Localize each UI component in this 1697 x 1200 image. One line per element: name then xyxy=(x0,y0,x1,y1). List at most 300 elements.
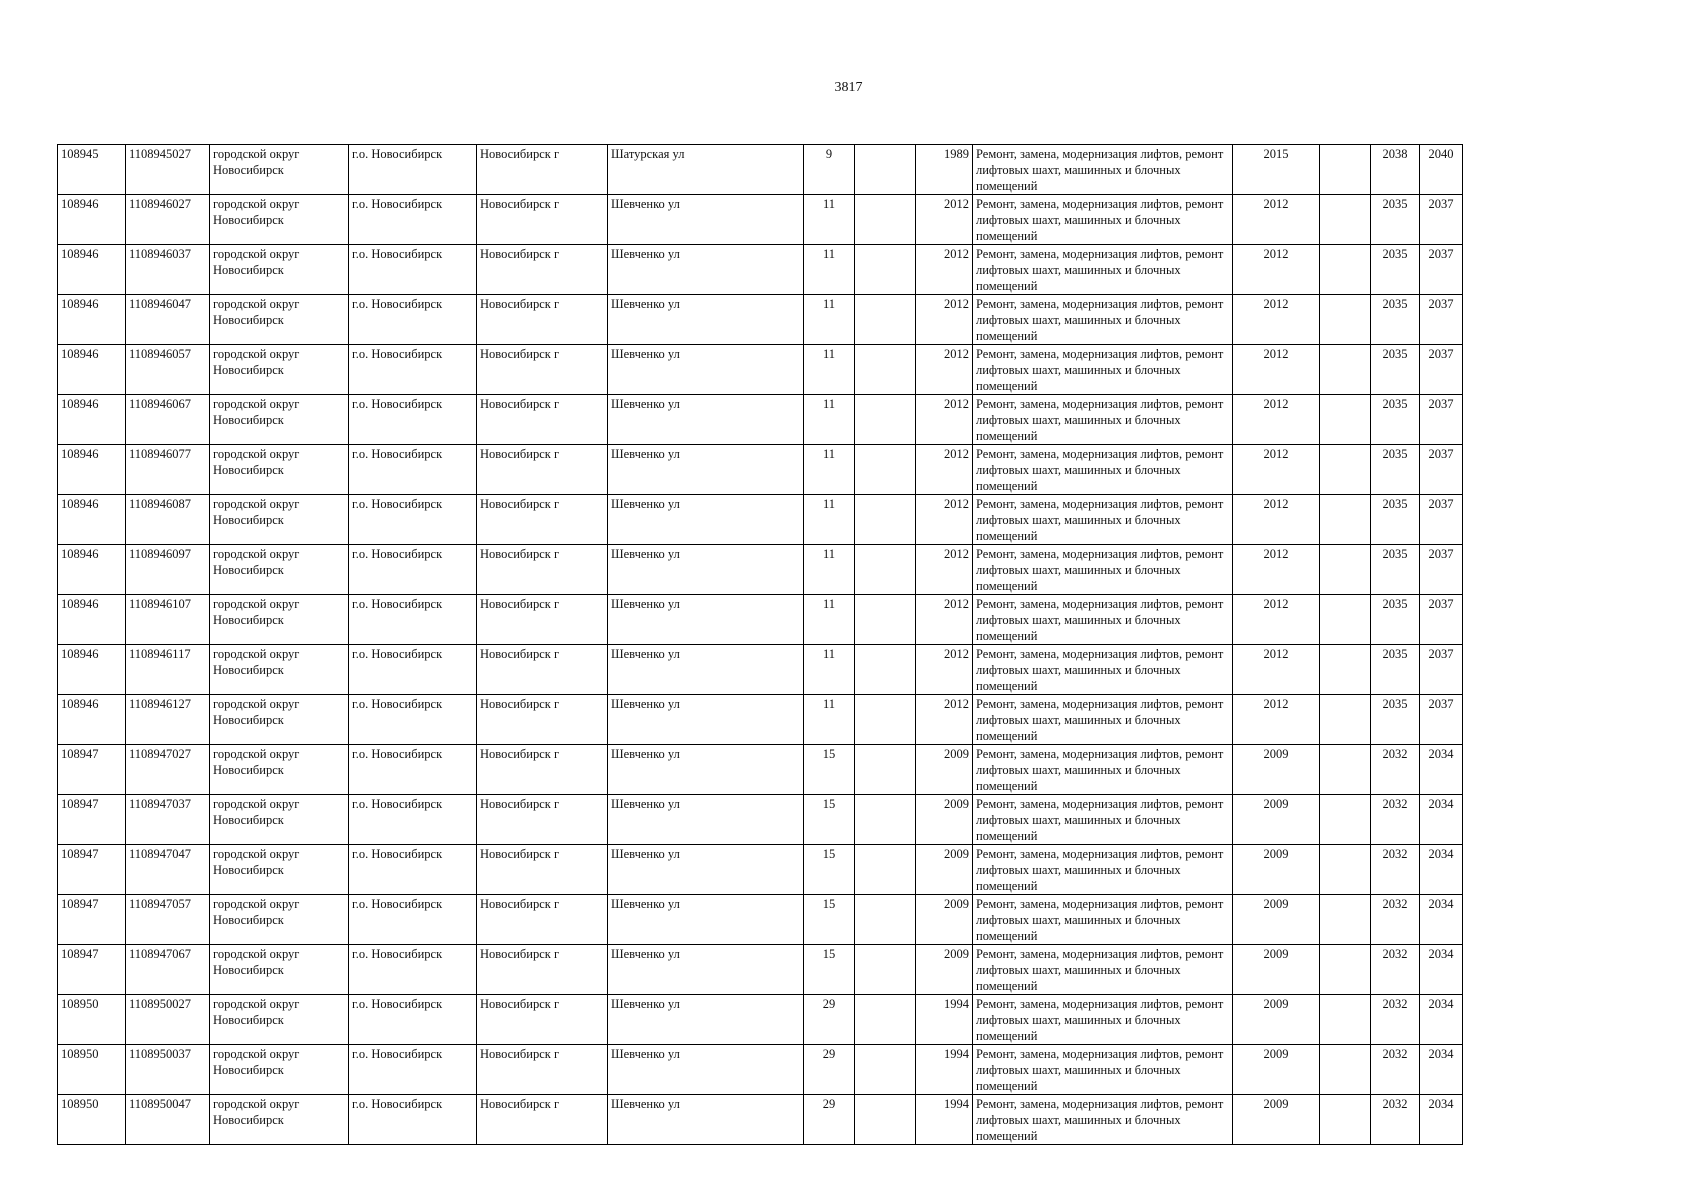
cell-extra xyxy=(1320,295,1371,345)
cell-work: Ремонт, замена, модернизация лифтов, ремонт лифтовых шахт, машинных и блочных помещений xyxy=(973,895,1233,945)
cell-building xyxy=(855,395,916,445)
cell-year-built: 2012 xyxy=(916,495,973,545)
cell-city: Новосибирск г xyxy=(477,1095,608,1145)
cell-house: 11 xyxy=(804,445,855,495)
cell-year-from: 2035 xyxy=(1371,695,1420,745)
cell-work: Ремонт, замена, модернизация лифтов, ремонт лифтовых шахт, машинных и блочных помещений xyxy=(973,695,1233,745)
cell-code: 1108946097 xyxy=(126,545,210,595)
cell-code: 1108946117 xyxy=(126,645,210,695)
table-row xyxy=(58,545,1463,595)
cell-municipality: г.о. Новосибирск xyxy=(349,745,477,795)
cell-municipality: г.о. Новосибирск xyxy=(349,445,477,495)
cell-year-to: 2034 xyxy=(1420,895,1463,945)
cell-work: Ремонт, замена, модернизация лифтов, ремонт лифтовых шахт, машинных и блочных помещений xyxy=(973,645,1233,695)
cell-year-from: 2035 xyxy=(1371,295,1420,345)
cell-municipality: г.о. Новосибирск xyxy=(349,645,477,695)
table-row xyxy=(58,945,1463,995)
cell-district: городской округ Новосибирск xyxy=(210,795,349,845)
cell-city: Новосибирск г xyxy=(477,395,608,445)
cell-extra xyxy=(1320,895,1371,945)
cell-municipality: г.о. Новосибирск xyxy=(349,695,477,745)
cell-year-built: 1994 xyxy=(916,995,973,1045)
cell-year-start: 2009 xyxy=(1233,745,1320,795)
cell-code: 1108946077 xyxy=(126,445,210,495)
cell-code: 1108947067 xyxy=(126,945,210,995)
cell-extra xyxy=(1320,395,1371,445)
table-row xyxy=(58,795,1463,845)
cell-year-to: 2034 xyxy=(1420,745,1463,795)
cell-code: 1108946107 xyxy=(126,595,210,645)
cell-year-from: 2032 xyxy=(1371,995,1420,1045)
cell-year-start: 2012 xyxy=(1233,395,1320,445)
cell-city: Новосибирск г xyxy=(477,845,608,895)
table-row xyxy=(58,745,1463,795)
cell-code: 1108950037 xyxy=(126,1045,210,1095)
cell-year-built: 2009 xyxy=(916,945,973,995)
cell-year-from: 2035 xyxy=(1371,345,1420,395)
cell-house: 15 xyxy=(804,895,855,945)
cell-id: 108946 xyxy=(58,295,126,345)
cell-city: Новосибирск г xyxy=(477,745,608,795)
cell-district: городской округ Новосибирск xyxy=(210,195,349,245)
cell-municipality: г.о. Новосибирск xyxy=(349,295,477,345)
cell-street: Шевченко ул xyxy=(608,445,804,495)
cell-house: 9 xyxy=(804,145,855,195)
cell-extra xyxy=(1320,345,1371,395)
register-table xyxy=(57,144,1463,1145)
table-row xyxy=(58,345,1463,395)
cell-year-from: 2035 xyxy=(1371,395,1420,445)
cell-year-start: 2012 xyxy=(1233,195,1320,245)
cell-municipality: г.о. Новосибирск xyxy=(349,595,477,645)
cell-building xyxy=(855,295,916,345)
table-body xyxy=(58,145,1463,1145)
cell-id: 108945 xyxy=(58,145,126,195)
cell-year-start: 2015 xyxy=(1233,145,1320,195)
cell-city: Новосибирск г xyxy=(477,445,608,495)
cell-year-from: 2032 xyxy=(1371,1095,1420,1145)
cell-building xyxy=(855,445,916,495)
cell-building xyxy=(855,495,916,545)
table-row xyxy=(58,845,1463,895)
cell-building xyxy=(855,345,916,395)
table-row xyxy=(58,645,1463,695)
cell-id: 108947 xyxy=(58,795,126,845)
cell-house: 11 xyxy=(804,295,855,345)
cell-city: Новосибирск г xyxy=(477,545,608,595)
cell-year-to: 2037 xyxy=(1420,345,1463,395)
cell-district: городской округ Новосибирск xyxy=(210,145,349,195)
cell-district: городской округ Новосибирск xyxy=(210,445,349,495)
cell-building xyxy=(855,895,916,945)
cell-year-start: 2009 xyxy=(1233,1095,1320,1145)
cell-extra xyxy=(1320,745,1371,795)
cell-year-built: 2012 xyxy=(916,345,973,395)
cell-work: Ремонт, замена, модернизация лифтов, ремонт лифтовых шахт, машинных и блочных помещений xyxy=(973,445,1233,495)
cell-id: 108946 xyxy=(58,495,126,545)
cell-building xyxy=(855,245,916,295)
cell-id: 108950 xyxy=(58,1045,126,1095)
cell-street: Шевченко ул xyxy=(608,295,804,345)
cell-year-start: 2012 xyxy=(1233,445,1320,495)
cell-street: Шевченко ул xyxy=(608,595,804,645)
cell-municipality: г.о. Новосибирск xyxy=(349,995,477,1045)
cell-year-to: 2034 xyxy=(1420,845,1463,895)
cell-street: Шевченко ул xyxy=(608,395,804,445)
cell-year-to: 2037 xyxy=(1420,295,1463,345)
cell-house: 29 xyxy=(804,1095,855,1145)
cell-year-start: 2012 xyxy=(1233,495,1320,545)
cell-id: 108950 xyxy=(58,995,126,1045)
cell-building xyxy=(855,745,916,795)
cell-year-from: 2035 xyxy=(1371,595,1420,645)
table-row xyxy=(58,595,1463,645)
cell-municipality: г.о. Новосибирск xyxy=(349,245,477,295)
cell-year-from: 2035 xyxy=(1371,445,1420,495)
cell-year-built: 2009 xyxy=(916,795,973,845)
cell-building xyxy=(855,1045,916,1095)
cell-city: Новосибирск г xyxy=(477,945,608,995)
cell-district: городской округ Новосибирск xyxy=(210,695,349,745)
cell-code: 1108946047 xyxy=(126,295,210,345)
cell-district: городской округ Новосибирск xyxy=(210,845,349,895)
cell-id: 108946 xyxy=(58,645,126,695)
cell-extra xyxy=(1320,1045,1371,1095)
cell-code: 1108946057 xyxy=(126,345,210,395)
cell-year-to: 2034 xyxy=(1420,1095,1463,1145)
cell-extra xyxy=(1320,245,1371,295)
cell-year-start: 2009 xyxy=(1233,995,1320,1045)
cell-house: 11 xyxy=(804,545,855,595)
cell-year-start: 2012 xyxy=(1233,595,1320,645)
cell-municipality: г.о. Новосибирск xyxy=(349,545,477,595)
cell-house: 11 xyxy=(804,245,855,295)
cell-year-built: 1994 xyxy=(916,1045,973,1095)
cell-municipality: г.о. Новосибирск xyxy=(349,345,477,395)
cell-extra xyxy=(1320,945,1371,995)
cell-street: Шевченко ул xyxy=(608,245,804,295)
cell-year-from: 2035 xyxy=(1371,495,1420,545)
cell-work: Ремонт, замена, модернизация лифтов, ремонт лифтовых шахт, машинных и блочных помещений xyxy=(973,545,1233,595)
cell-year-built: 1994 xyxy=(916,1095,973,1145)
cell-code: 1108947057 xyxy=(126,895,210,945)
cell-building xyxy=(855,195,916,245)
cell-work: Ремонт, замена, модернизация лифтов, ремонт лифтовых шахт, машинных и блочных помещений xyxy=(973,595,1233,645)
cell-city: Новосибирск г xyxy=(477,495,608,545)
table-row xyxy=(58,445,1463,495)
cell-house: 11 xyxy=(804,595,855,645)
cell-year-from: 2032 xyxy=(1371,1045,1420,1095)
cell-district: городской округ Новосибирск xyxy=(210,345,349,395)
cell-extra xyxy=(1320,145,1371,195)
cell-code: 1108947047 xyxy=(126,845,210,895)
cell-district: городской округ Новосибирск xyxy=(210,495,349,545)
cell-year-built: 2009 xyxy=(916,845,973,895)
cell-year-start: 2009 xyxy=(1233,845,1320,895)
cell-district: городской округ Новосибирск xyxy=(210,395,349,445)
cell-work: Ремонт, замена, модернизация лифтов, ремонт лифтовых шахт, машинных и блочных помещений xyxy=(973,195,1233,245)
cell-id: 108946 xyxy=(58,545,126,595)
cell-year-start: 2012 xyxy=(1233,545,1320,595)
cell-year-from: 2035 xyxy=(1371,545,1420,595)
cell-extra xyxy=(1320,845,1371,895)
cell-work: Ремонт, замена, модернизация лифтов, ремонт лифтовых шахт, машинных и блочных помещений xyxy=(973,495,1233,545)
cell-extra xyxy=(1320,595,1371,645)
cell-year-start: 2012 xyxy=(1233,245,1320,295)
cell-municipality: г.о. Новосибирск xyxy=(349,1045,477,1095)
cell-city: Новосибирск г xyxy=(477,645,608,695)
cell-id: 108950 xyxy=(58,1095,126,1145)
cell-year-to: 2040 xyxy=(1420,145,1463,195)
cell-year-to: 2034 xyxy=(1420,945,1463,995)
cell-street: Шевченко ул xyxy=(608,795,804,845)
table-row xyxy=(58,995,1463,1045)
cell-year-built: 2012 xyxy=(916,695,973,745)
cell-district: городской округ Новосибирск xyxy=(210,295,349,345)
cell-extra xyxy=(1320,545,1371,595)
cell-code: 1108946037 xyxy=(126,245,210,295)
cell-house: 11 xyxy=(804,695,855,745)
table-row xyxy=(58,245,1463,295)
cell-city: Новосибирск г xyxy=(477,145,608,195)
cell-street: Шевченко ул xyxy=(608,745,804,795)
cell-city: Новосибирск г xyxy=(477,795,608,845)
cell-building xyxy=(855,645,916,695)
cell-id: 108947 xyxy=(58,845,126,895)
cell-year-from: 2032 xyxy=(1371,795,1420,845)
cell-work: Ремонт, замена, модернизация лифтов, ремонт лифтовых шахт, машинных и блочных помещений xyxy=(973,1095,1233,1145)
cell-year-to: 2034 xyxy=(1420,795,1463,845)
cell-street: Шевченко ул xyxy=(608,695,804,745)
cell-house: 15 xyxy=(804,845,855,895)
cell-district: городской округ Новосибирск xyxy=(210,895,349,945)
cell-id: 108946 xyxy=(58,195,126,245)
cell-street: Шевченко ул xyxy=(608,645,804,695)
cell-municipality: г.о. Новосибирск xyxy=(349,845,477,895)
cell-year-built: 2012 xyxy=(916,395,973,445)
cell-house: 15 xyxy=(804,795,855,845)
cell-city: Новосибирск г xyxy=(477,345,608,395)
cell-id: 108946 xyxy=(58,445,126,495)
cell-city: Новосибирск г xyxy=(477,295,608,345)
cell-year-to: 2037 xyxy=(1420,495,1463,545)
cell-year-start: 2009 xyxy=(1233,795,1320,845)
cell-extra xyxy=(1320,1095,1371,1145)
cell-year-from: 2035 xyxy=(1371,245,1420,295)
cell-year-start: 2012 xyxy=(1233,645,1320,695)
cell-street: Шевченко ул xyxy=(608,345,804,395)
cell-year-to: 2037 xyxy=(1420,545,1463,595)
cell-work: Ремонт, замена, модернизация лифтов, ремонт лифтовых шахт, машинных и блочных помещений xyxy=(973,995,1233,1045)
cell-work: Ремонт, замена, модернизация лифтов, ремонт лифтовых шахт, машинных и блочных помещений xyxy=(973,845,1233,895)
cell-city: Новосибирск г xyxy=(477,195,608,245)
cell-extra xyxy=(1320,695,1371,745)
cell-extra xyxy=(1320,195,1371,245)
cell-code: 1108947037 xyxy=(126,795,210,845)
cell-building xyxy=(855,845,916,895)
cell-extra xyxy=(1320,795,1371,845)
cell-house: 11 xyxy=(804,345,855,395)
cell-district: городской округ Новосибирск xyxy=(210,245,349,295)
cell-street: Шевченко ул xyxy=(608,545,804,595)
cell-house: 11 xyxy=(804,645,855,695)
cell-id: 108946 xyxy=(58,395,126,445)
cell-year-built: 2012 xyxy=(916,245,973,295)
cell-work: Ремонт, замена, модернизация лифтов, ремонт лифтовых шахт, машинных и блочных помещений xyxy=(973,945,1233,995)
cell-id: 108947 xyxy=(58,895,126,945)
cell-building xyxy=(855,695,916,745)
cell-year-built: 2012 xyxy=(916,195,973,245)
cell-building xyxy=(855,595,916,645)
cell-code: 1108946067 xyxy=(126,395,210,445)
cell-year-start: 2009 xyxy=(1233,1045,1320,1095)
cell-city: Новосибирск г xyxy=(477,1045,608,1095)
cell-building xyxy=(855,945,916,995)
cell-id: 108946 xyxy=(58,245,126,295)
cell-building xyxy=(855,145,916,195)
cell-work: Ремонт, замена, модернизация лифтов, ремонт лифтовых шахт, машинных и блочных помещений xyxy=(973,345,1233,395)
cell-district: городской округ Новосибирск xyxy=(210,645,349,695)
cell-building xyxy=(855,995,916,1045)
cell-year-to: 2037 xyxy=(1420,195,1463,245)
cell-code: 1108950027 xyxy=(126,995,210,1045)
cell-house: 11 xyxy=(804,195,855,245)
cell-work: Ремонт, замена, модернизация лифтов, ремонт лифтовых шахт, машинных и блочных помещений xyxy=(973,295,1233,345)
cell-year-to: 2037 xyxy=(1420,645,1463,695)
cell-id: 108946 xyxy=(58,695,126,745)
cell-street: Шевченко ул xyxy=(608,495,804,545)
cell-year-from: 2032 xyxy=(1371,845,1420,895)
cell-house: 29 xyxy=(804,995,855,1045)
cell-id: 108946 xyxy=(58,595,126,645)
cell-year-from: 2035 xyxy=(1371,645,1420,695)
cell-city: Новосибирск г xyxy=(477,595,608,645)
cell-extra xyxy=(1320,995,1371,1045)
table-row xyxy=(58,395,1463,445)
cell-id: 108947 xyxy=(58,945,126,995)
cell-municipality: г.о. Новосибирск xyxy=(349,895,477,945)
cell-street: Шевченко ул xyxy=(608,895,804,945)
cell-extra xyxy=(1320,495,1371,545)
table-row xyxy=(58,1095,1463,1145)
cell-code: 1108947027 xyxy=(126,745,210,795)
cell-work: Ремонт, замена, модернизация лифтов, ремонт лифтовых шахт, машинных и блочных помещений xyxy=(973,1045,1233,1095)
cell-work: Ремонт, замена, модернизация лифтов, ремонт лифтовых шахт, машинных и блочных помещений xyxy=(973,245,1233,295)
cell-year-start: 2012 xyxy=(1233,695,1320,745)
cell-work: Ремонт, замена, модернизация лифтов, ремонт лифтовых шахт, машинных и блочных помещений xyxy=(973,795,1233,845)
cell-year-from: 2032 xyxy=(1371,895,1420,945)
cell-district: городской округ Новосибирск xyxy=(210,1095,349,1145)
cell-district: городской округ Новосибирск xyxy=(210,595,349,645)
table-row xyxy=(58,1045,1463,1095)
cell-year-start: 2012 xyxy=(1233,295,1320,345)
cell-street: Шевченко ул xyxy=(608,845,804,895)
cell-building xyxy=(855,1095,916,1145)
cell-code: 1108945027 xyxy=(126,145,210,195)
cell-city: Новосибирск г xyxy=(477,895,608,945)
cell-house: 15 xyxy=(804,745,855,795)
page-number: 3817 xyxy=(834,80,863,95)
cell-year-to: 2037 xyxy=(1420,595,1463,645)
table-row xyxy=(58,895,1463,945)
cell-year-built: 2012 xyxy=(916,445,973,495)
cell-year-built: 1989 xyxy=(916,145,973,195)
cell-year-to: 2037 xyxy=(1420,395,1463,445)
cell-municipality: г.о. Новосибирск xyxy=(349,195,477,245)
cell-year-to: 2037 xyxy=(1420,245,1463,295)
cell-year-start: 2009 xyxy=(1233,895,1320,945)
cell-year-start: 2012 xyxy=(1233,345,1320,395)
cell-year-to: 2037 xyxy=(1420,695,1463,745)
cell-municipality: г.о. Новосибирск xyxy=(349,795,477,845)
cell-year-from: 2032 xyxy=(1371,945,1420,995)
cell-year-built: 2009 xyxy=(916,895,973,945)
cell-year-built: 2012 xyxy=(916,295,973,345)
cell-municipality: г.о. Новосибирск xyxy=(349,1095,477,1145)
cell-house: 29 xyxy=(804,1045,855,1095)
cell-street: Шевченко ул xyxy=(608,995,804,1045)
table-row xyxy=(58,195,1463,245)
cell-year-built: 2012 xyxy=(916,645,973,695)
cell-building xyxy=(855,795,916,845)
cell-municipality: г.о. Новосибирск xyxy=(349,495,477,545)
cell-house: 11 xyxy=(804,395,855,445)
cell-extra xyxy=(1320,645,1371,695)
table-row xyxy=(58,495,1463,545)
cell-year-from: 2032 xyxy=(1371,745,1420,795)
cell-district: городской округ Новосибирск xyxy=(210,745,349,795)
cell-district: городской округ Новосибирск xyxy=(210,995,349,1045)
cell-year-built: 2012 xyxy=(916,595,973,645)
cell-municipality: г.о. Новосибирск xyxy=(349,945,477,995)
cell-house: 11 xyxy=(804,495,855,545)
cell-work: Ремонт, замена, модернизация лифтов, ремонт лифтовых шахт, машинных и блочных помещений xyxy=(973,745,1233,795)
cell-work: Ремонт, замена, модернизация лифтов, ремонт лифтовых шахт, машинных и блочных помещений xyxy=(973,145,1233,195)
cell-district: городской округ Новосибирск xyxy=(210,1045,349,1095)
cell-year-built: 2012 xyxy=(916,545,973,595)
cell-city: Новосибирск г xyxy=(477,695,608,745)
table-row xyxy=(58,145,1463,195)
cell-house: 15 xyxy=(804,945,855,995)
cell-code: 1108946127 xyxy=(126,695,210,745)
cell-year-to: 2034 xyxy=(1420,995,1463,1045)
cell-city: Новосибирск г xyxy=(477,995,608,1045)
cell-municipality: г.о. Новосибирск xyxy=(349,395,477,445)
cell-code: 1108946027 xyxy=(126,195,210,245)
cell-street: Шевченко ул xyxy=(608,195,804,245)
cell-year-from: 2038 xyxy=(1371,145,1420,195)
cell-id: 108947 xyxy=(58,745,126,795)
cell-id: 108946 xyxy=(58,345,126,395)
cell-street: Шатурская ул xyxy=(608,145,804,195)
cell-year-built: 2009 xyxy=(916,745,973,795)
cell-year-start: 2009 xyxy=(1233,945,1320,995)
cell-extra xyxy=(1320,445,1371,495)
cell-work: Ремонт, замена, модернизация лифтов, ремонт лифтовых шахт, машинных и блочных помещений xyxy=(973,395,1233,445)
table-row xyxy=(58,295,1463,345)
cell-street: Шевченко ул xyxy=(608,945,804,995)
cell-code: 1108950047 xyxy=(126,1095,210,1145)
cell-year-from: 2035 xyxy=(1371,195,1420,245)
cell-street: Шевченко ул xyxy=(608,1045,804,1095)
cell-building xyxy=(855,545,916,595)
table-row xyxy=(58,695,1463,745)
cell-street: Шевченко ул xyxy=(608,1095,804,1145)
cell-year-to: 2034 xyxy=(1420,1045,1463,1095)
cell-municipality: г.о. Новосибирск xyxy=(349,145,477,195)
cell-district: городской округ Новосибирск xyxy=(210,945,349,995)
cell-code: 1108946087 xyxy=(126,495,210,545)
